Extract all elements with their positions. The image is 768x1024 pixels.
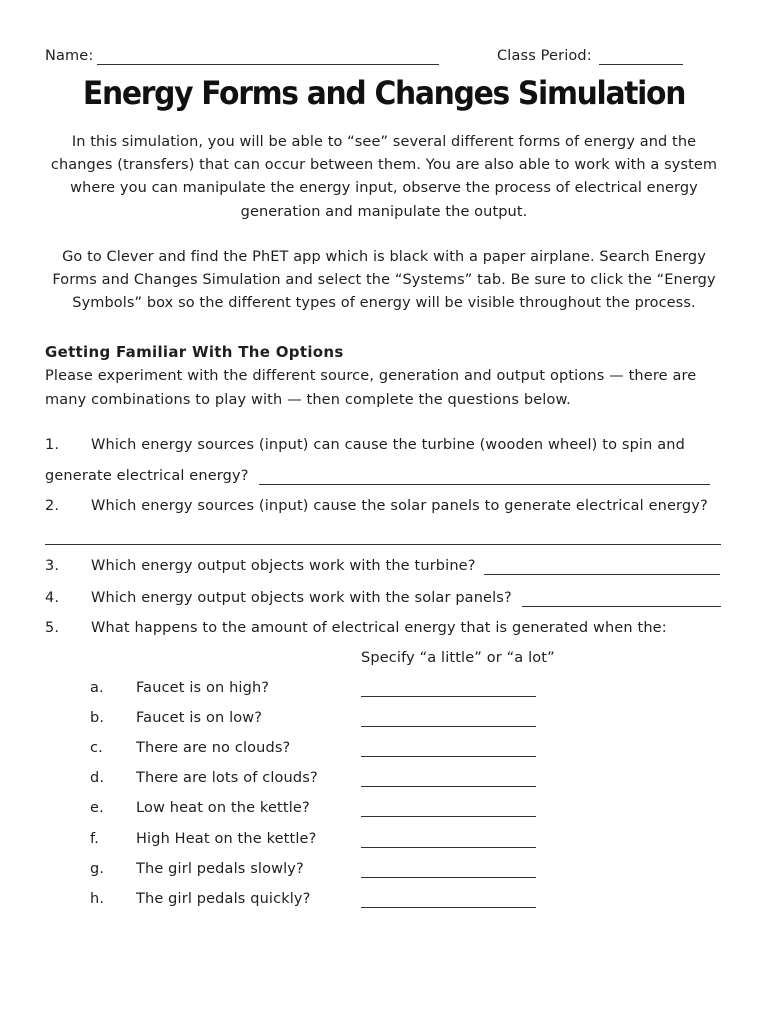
instructions-line-2: many combinations to play with — then complete the questions below. [45,392,571,408]
subquestion-letter: c. [90,740,103,756]
name-label: Name: [45,48,94,64]
question-number: 4. [45,590,60,606]
answer-blank[interactable] [361,907,536,908]
subquestion-text: There are lots of clouds? [136,770,318,786]
subquestion-text: High Heat on the kettle? [136,831,317,847]
answer-blank[interactable] [484,574,720,575]
answer-blank[interactable] [259,484,710,485]
answer-blank[interactable] [361,786,536,787]
answer-blank[interactable] [361,696,536,697]
intro-paragraph-1: In this simulation, you will be able to “see” several different forms of energy and the changes (transfers) that can occur between them. You are also able to work with a system where you can manipulate the energy input, observe the process of electrical energy generation and manipulate the output. [50,134,718,220]
answer-blank[interactable] [522,606,721,607]
specify-note: Specify “a little” or “a lot” [361,650,555,666]
intro-paragraph-2: Go to Clever and find the PhET app which is black with a paper airplane. Search Energy Forms and Changes Simulation and select the “Systems” tab. Be sure to click the “Energy Symbols” box so the different types of energy will be visible throughout the process. [52,249,716,312]
question-text: Which energy output objects work with the turbine? [91,558,476,574]
subquestion-text: Low heat on the kettle? [136,800,310,816]
question-text: What happens to the amount of electrical energy that is generated when the: [91,620,667,636]
answer-blank[interactable] [45,544,721,545]
subquestion-letter: a. [90,680,104,696]
instructions-line-1: Please experiment with the different source, generation and output options — there are [45,368,697,384]
question-text: Which energy sources (input) can cause the turbine (wooden wheel) to spin and [91,437,685,453]
name-blank[interactable] [97,64,439,65]
question-number: 2. [45,498,60,514]
subquestion-letter: h. [90,891,105,907]
question-text: Which energy sources (input) cause the solar panels to generate electrical energy? [91,498,708,514]
answer-blank[interactable] [361,756,536,757]
answer-blank[interactable] [361,877,536,878]
subquestion-text: Faucet is on high? [136,680,270,696]
class-period-label: Class Period: [497,48,592,64]
subquestion-letter: f. [90,831,99,847]
subquestion-text: There are no clouds? [136,740,291,756]
subquestion-text: The girl pedals slowly? [136,861,304,877]
question-number: 1. [45,437,60,453]
question-text: Which energy output objects work with the solar panels? [91,590,512,606]
question-number: 3. [45,558,60,574]
question-number: 5. [45,620,60,636]
answer-blank[interactable] [361,726,536,727]
class-period-blank[interactable] [599,64,683,65]
subquestion-letter: g. [90,861,105,877]
subquestion-text: Faucet is on low? [136,710,263,726]
subquestion-text: The girl pedals quickly? [136,891,311,907]
section-heading: Getting Familiar With The Options [45,343,344,361]
question-text-continued: generate electrical energy? [45,468,249,484]
subquestion-letter: d. [90,770,105,786]
subquestion-letter: b. [90,710,105,726]
answer-blank[interactable] [361,847,536,848]
answer-blank[interactable] [361,816,536,817]
page-title: Energy Forms and Changes Simulation [82,74,686,112]
subquestion-letter: e. [90,800,104,816]
